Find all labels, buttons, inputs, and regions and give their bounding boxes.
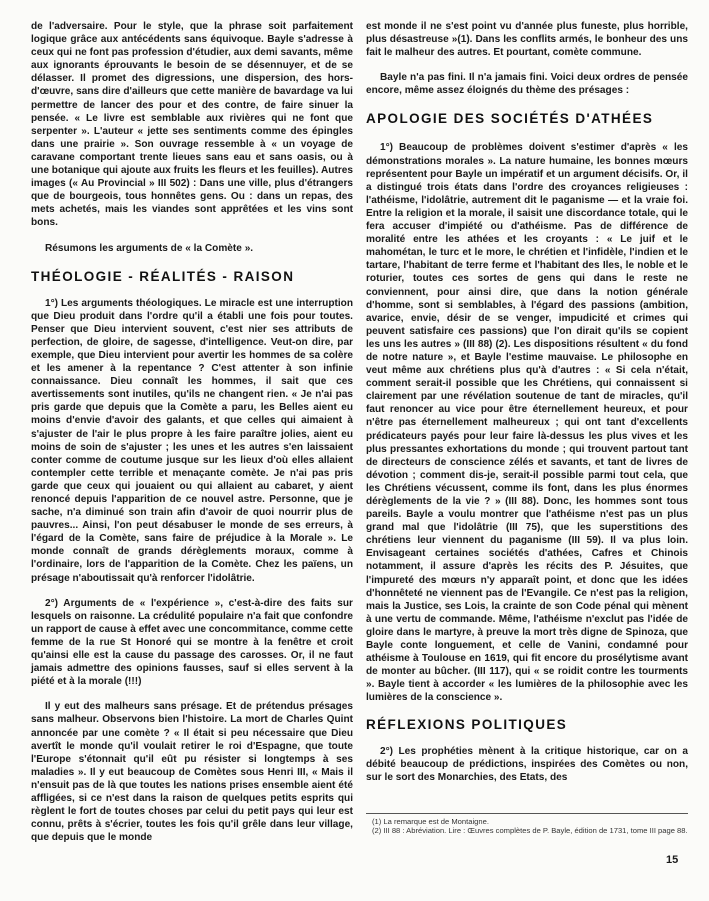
body-paragraph: Il y eut des malheurs sans présage. Et de prétendus présages sans malheur. Observons bien l'histoire. La mort de Charles Quint annoncée par une comète ? « Il était si peu nécessaire que Dieu avertît le monde qu'il voulait retirer le roi d'Espagne, que toute l'Europe s'étonnait qu'il eût pu résister si longtemps à ses maladies ». Il y eut beaucoup de Comètes sous Henri III, « Mais il n'ensuit pas de là que toutes les nations prises ensemble aient été affligées, si ce n'est dans la raison de quelques petits esprits qui règlent le fort de toutes choses par celui du petit pays qui leur est connu, prêts à s'écrier, toutes les fois qu'il grêle dans leur village, que depuis que le monde	[31, 701, 353, 844]
section-heading-theologie: THÉOLOGIE - RÉALITÉS - RAISON	[31, 268, 295, 284]
footnotes	[366, 813, 688, 836]
footnote: (1) La remarque est de Montaigne.	[372, 817, 489, 826]
body-paragraph: 1°) Les arguments théologiques. Le miracle est une interruption que Dieu produit dans l'ordre qu'il a établi une fois pour toutes. Penser que Dieu intervient souvent, c'est nier ses attributs de perfection, de gloire, de sagesse, d'intelligence. Veut-on dire, par exemple, que Dieu intervient pour avertir les hommes de sa colère et les amener à la repentance ? C'est attenter à son infinie connaissance. Dieu connaît les hommes, il sait que ces avertissements sont inutiles, qu'ils ne changent rien. « Je n'ai pas pris garde que depuis que la Comète a paru, les Belles aient eu moins d'envie d'avoir des galants, et que celles qui aimaient à s'ajuster de l'air le plus propre à les faire paraître jolies, aient eu moins de soin de s'ajuster ; les unes et les autres s'en laissaient conter comme de coutume jusque sur les lieux d'où elles allaient contempler cette terrible et menaçante comète. Je n'ai pas pris garde que ceux qui jouaient ou qui allaient au cabaret, y aient renoncé depuis l'apparition de ce nouvel astre. Personne, que je sache, n'a diminué son train afin d'avoir de quoi nourrir plus de pauvres... Ainsi, l'on peut désabuser le monde de ses erreurs, à l'égard de la Comète, sans faire de préjudice à la Morale ». Le monde connaît de grands dérèglements moraux, comme à l'ordinaire, lors de l'apparition de la Comète. Chez les païens, un présage n'aboutissait qu'à renforcer l'idolâtrie.	[31, 297, 353, 584]
section-heading-reflexions: RÉFLEXIONS POLITIQUES	[366, 716, 568, 732]
page-number: 15	[666, 854, 679, 866]
body-paragraph: 2°) Arguments de « l'expérience », c'est-à-dire des faits sur lesquels on raisonne. La crédulité populaire n'a fait que confondre un rapport de cause à effet avec une concommitance, comme cette femme de la rue St Honoré qui se montre à la fenêtre et croit qu'ainsi elle est la cause du passage des carosses. Or, il ne faut jamais admettre des opinions fausses, sauf si elles servent à la piété et à la morale (!!!)	[31, 597, 353, 688]
footnote: (2) III 88 : Abréviation. Lire : Œuvres complètes de P. Bayle, édition de 1731, tome III page 88.	[372, 826, 688, 836]
body-paragraph: est monde il ne s'est point vu d'année plus funeste, plus horrible, plus désastreuse »(1). Dans les conflits armés, le bonheur des uns fait le malheur des autres. Et pourtant, comète commune.	[366, 21, 688, 59]
body-paragraph: Bayle n'a pas fini. Il n'a jamais fini. Voici deux ordres de pensée encore, même assez éloignés du thème des présages :	[366, 72, 688, 97]
section-heading-apologie: APOLOGIE DES SOCIÉTÉS D'ATHÉES	[366, 111, 654, 127]
left-column	[31, 20, 353, 844]
body-paragraph: 2°) Les prophéties mènent à la critique historique, car on a débité beaucoup de prédictions, inspirées des Comètes ou non, sur le sort des Monarchies, des Etats, des	[366, 745, 688, 783]
right-column	[366, 20, 688, 784]
body-paragraph: de l'adversaire. Pour le style, que la phrase soit parfaitement logique grâce aux antécédents sans équivoque. Bayle s'adresse à ceux qui ne font pas profession d'étudier, aux demi savants, même aux ignorants éprouvants le besoin de se désennuyer, et de se délasser. Il promet des digressions, une dispersion, des hors-d'œuvre, sans dire d'ailleurs que cette manière de bavardage va lui permettre de lancer des pour et des contre, de faire sinuer la pensée. « Le livre est semblable aux rivières qui ne font que serpenter ». L'auteur « jette ses sentiments comme des épingles dans une prairie ». Son ouvrage ressemble à « un voyage de caravane comportant trente lieues sans eau et sans oasis, ou à une botanique qui ajoute aux fruits les fleurs et les feuilles). Autres images (« Au Provincial » III 502) : Dans une ville, plus d'étrangers que de bourgeois, tous honnêtes gens. Ou : dans un repas, des mets achetés, mais les viandes sont apprêtées et les vins sont bons.	[31, 21, 353, 229]
body-paragraph: 1°) Beaucoup de problèmes doivent s'estimer d'après « les démonstrations morales ». La nature humaine, les bonnes mœurs représentent pour Bayle un impératif et un argument décisifs. Or, il a distingué trois états dans l'ordre des croyances religieuses : l'athéisme, l'idolâtrie, autrement dit le paganisme — et la vraie foi. Entre la religion et la morale, il saisit une discordance totale, qui le fera accuser d'impiété ou d'athéisme. Pas de différence de moralité entre les athées et les croyants : « Le juif et le mahométan, le turc et le more, le chrétien et l'infidèle, l'indien et le tartare, l'habitant de terre ferme et l'habitant des Iles, le noble et le roturier, toutes ces sortes de gens qui dans le reste ne conviennent, pour ainsi dire, que dans la notion générale d'homme, sont si semblables, à l'égard des passions (ambition, avarice, envie, désir de se venger, impudicité et crimes qui peuvent satisfaire ces passions) que l'on dirait qu'ils se copient les uns les autres » (III 88) (2). Les dispositions résultent « du fond de notre nature », et Bayle l'estime mauvaise. Le philosophe en veut même aux chrétiens plus qu'à d'autres : « Si cela n'était, comment serait-il possible que les Chrétiens, qui connaissent si clairement par une révélation soutenue de tant de miracles, qu'il faut renoncer au vice pour être éternellement heureux, et pour n'être pas éternellement malheureux ; qui ont tant d'excellents prédicateurs payés pour leur faire là-dessus les plus vives et les plus pressantes exhortations du monde ; qui trouvent partout tant de directeurs de conscience zélés et savants, et tant de livres de dévotion ; comment dis-je, serait-il possible parmi tout cela, que les Chrétiens vécussent, comme ils font, dans les plus énormes dérèglements de la vie ? » (III 88). Donc, les hommes sont tous pareils. Bayle a voulu montrer que l'athéisme n'est pas un plus grand mal que l'idolâtrie (III 75), que les superstitions des chrétiens leur viennent du paganisme (III 59). Il va plus loin. Envisageant certaines sociétés d'athées, Cafres et Chinois notamment, il assure d'après les récits des P. Jésuites, que l'impureté des mœurs n'y apparaît point, et donc que les idées d'honnêteté ne viennent pas de l'Evangile. Ce n'est pas la religion, mais la Justice, ses Lois, la crainte de son Code pénal qui mènent à une vertu de commande. Même, l'athéisme n'exclut pas l'idée de gloire dans le martyre, à preuve la mort très digne de Spinoza, que Bayle conte longuement, et celle de Vanini, condamné pour athéisme à Toulouse en 1619, qui fit encore du prosélytisme avant de monter au bûcher. (III 117), qui « se roidit contre les tourments ». Bayle tient à accorder « les lumières de la philosophie avec les lumières de la conscience ».	[366, 142, 688, 704]
body-paragraph: Résumons les arguments de « la Comète ».	[45, 242, 254, 254]
